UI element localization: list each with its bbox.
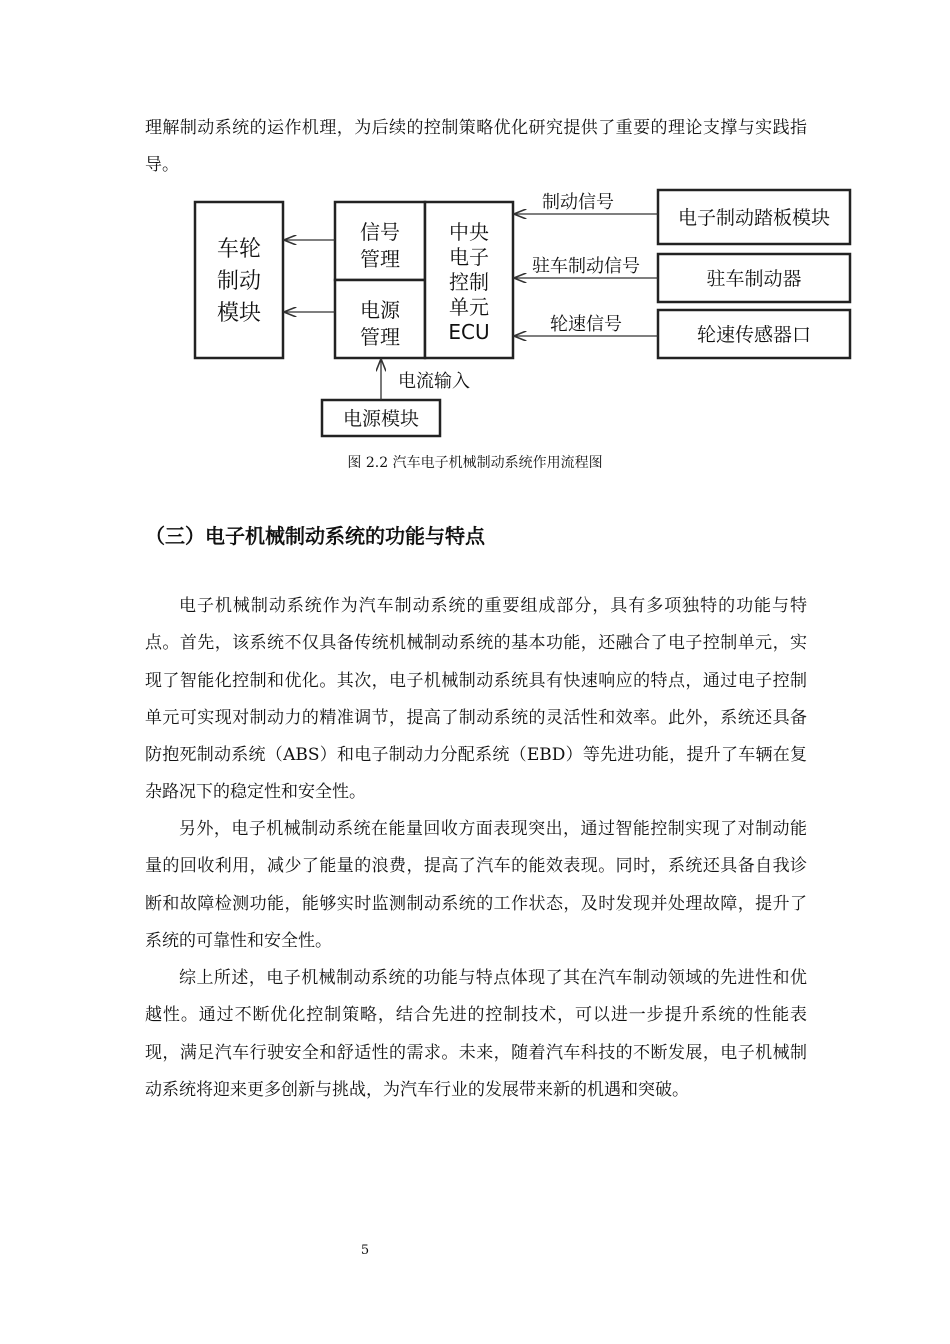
svg-text:管理: 管理 <box>360 247 400 271</box>
svg-text:中央: 中央 <box>449 220 489 244</box>
svg-text:控制: 控制 <box>449 270 489 294</box>
svg-text:电子制动踏板模块: 电子制动踏板模块 <box>677 207 831 229</box>
brake-signal-label: 制动信号 <box>542 192 614 213</box>
parking-signal-label: 驻车制动信号 <box>532 256 640 277</box>
svg-text:模块: 模块 <box>216 301 262 326</box>
pedal-module-box <box>658 190 850 244</box>
figure-caption: 图 2.2 汽车电子机械制动系统作用流程图 <box>347 455 603 471</box>
body-paragraph-2: 另外，电子机械制动系统在能量回收方面表现突出，通过智能控制实现了对制动能量的回收利用，减少了能量的浪费，提高了汽车的能效表现。同时，系统还具备自我诊断和故障检测功能，能够实时监测制动系统的工作状态，及时发现并处理故障，提升了系统的可靠性和安全性。 <box>145 819 807 951</box>
current-input-label: 电流输入 <box>398 371 470 392</box>
svg-text:轮速传感器口: 轮速传感器口 <box>696 324 812 346</box>
svg-text:单元: 单元 <box>449 295 489 319</box>
body-paragraph-3: 综上所述，电子机械制动系统的功能与特点体现了其在汽车制动领域的先进性和优越性。通过不断优化控制策略，结合先进的控制技术，可以进一步提升系统的性能表现，满足汽车行驶安全和舒适性的需求。未来，随着汽车科技的不断发展，电子机械制动系统将迎来更多创新与挑战，为汽车行业的发展带来新的机遇和突破。 <box>145 968 807 1100</box>
svg-text:车轮: 车轮 <box>216 237 262 262</box>
central-ecu-box <box>425 202 513 358</box>
parking-brake-box <box>658 254 850 302</box>
intro-paragraph: 理解制动系统的运作机理，为后续的控制策略优化研究提供了重要的理论支撑与实践指导。 <box>145 118 807 176</box>
svg-text:电子: 电子 <box>449 245 489 269</box>
svg-text:制动: 制动 <box>216 269 262 294</box>
power-management-box <box>335 280 425 358</box>
svg-text:电源模块: 电源模块 <box>342 408 420 430</box>
brake-system-flow-diagram <box>190 184 860 444</box>
svg-text:信号: 信号 <box>360 220 400 244</box>
signal-management-box <box>335 202 425 280</box>
page-number: 5 <box>360 1243 370 1258</box>
svg-text:管理: 管理 <box>360 325 400 349</box>
svg-text:驻车制动器: 驻车制动器 <box>706 268 802 290</box>
svg-text:ECU: ECU <box>448 320 490 344</box>
section-heading: （三）电子机械制动系统的功能与特点 <box>145 524 485 548</box>
wheel-brake-module-box <box>195 202 283 358</box>
body-paragraph-1: 电子机械制动系统作为汽车制动系统的重要组成部分，具有多项独特的功能与特点。首先，该系统不仅具备传统机械制动系统的基本功能，还融合了电子控制单元，实现了智能化控制和优化。其次，电子机械制动系统具有快速响应的特点，通过电子控制单元可实现对制动力的精准调节，提高了制动系统的灵活性和效率。此外，系统还具备防抱死制动系统（ABS）和电子制动力分配系统（EBD）等先进功能，提升了车辆在复杂路况下的稳定性和安全性。 <box>145 596 807 803</box>
wheel-speed-signal-label: 轮速信号 <box>550 314 622 335</box>
svg-text:电源: 电源 <box>360 298 400 322</box>
power-module-box <box>322 400 440 436</box>
wheel-speed-sensor-box <box>658 310 850 358</box>
